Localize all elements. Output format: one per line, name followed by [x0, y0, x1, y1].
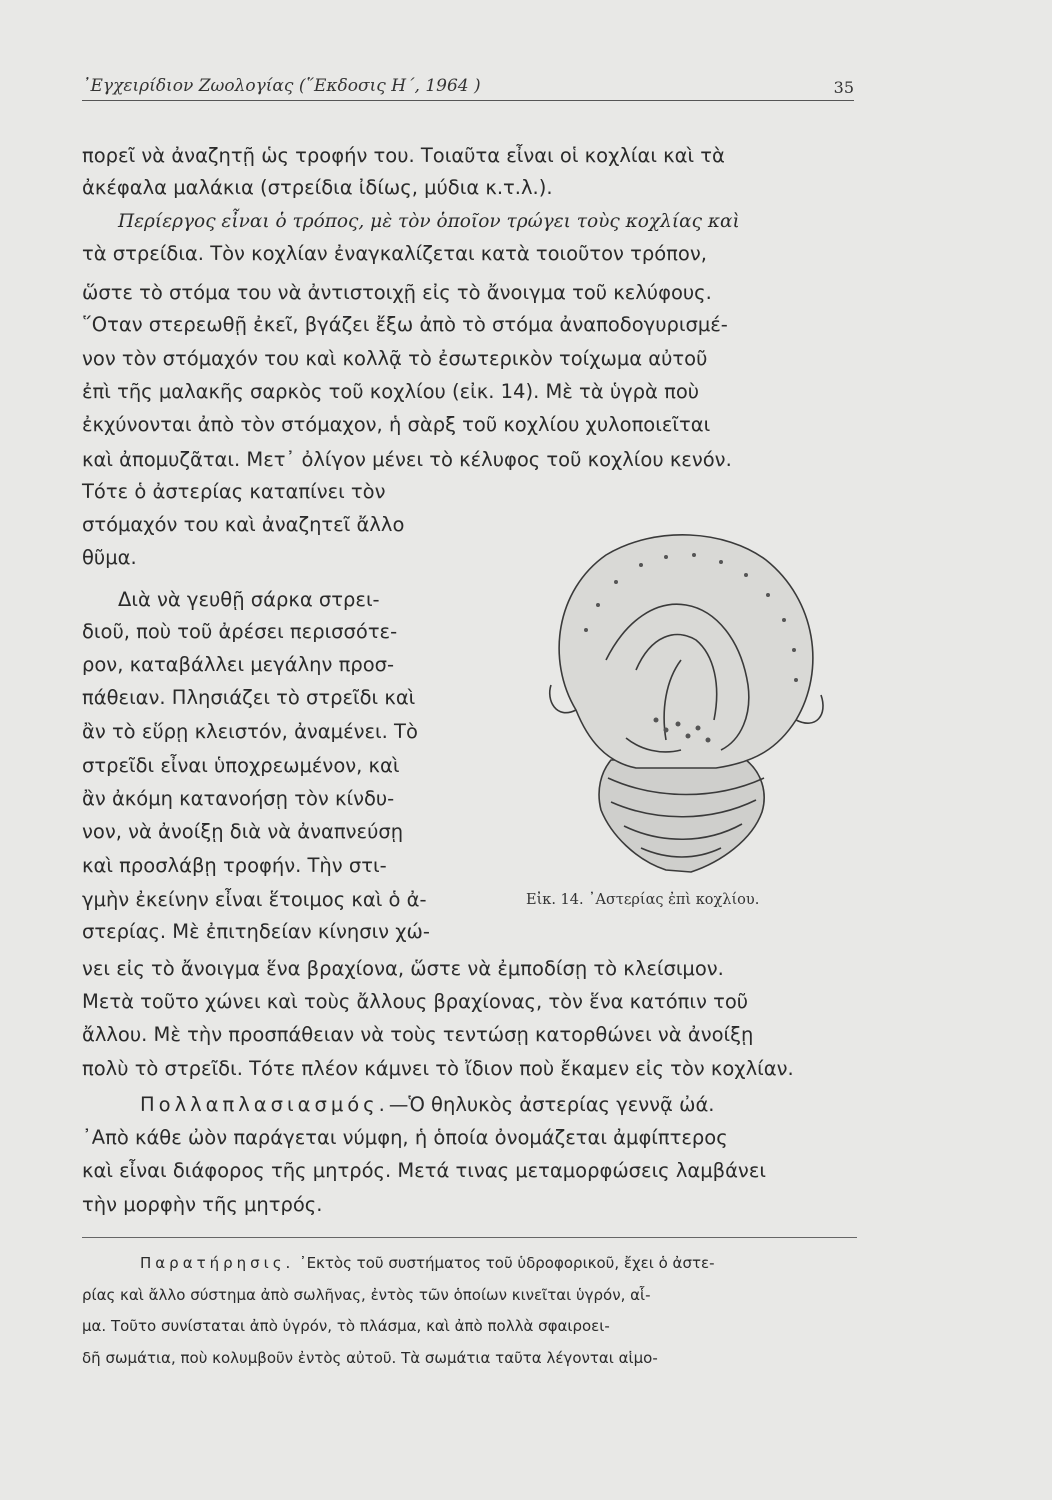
note-line-4: δῆ σωμάτια, ποὺ κολυμβοῦν ἐντὸς αὐτοῦ. Τὰ σωμάτια ταῦτα λέγονται αἱμο-	[82, 1349, 658, 1367]
body-line: διοῦ, ποὺ τοῦ ἀρέσει περισσότε-	[82, 620, 398, 643]
body-line: θῦμα.	[82, 546, 137, 569]
body-line: στόμαχόν του καὶ ἀναζητεῖ ἄλλο	[82, 513, 405, 536]
note-line-2: ρίας καὶ ἄλλο σύστημα ἀπὸ σωλῆνας, ἐντὸς τῶν ὁποίων κινεῖται ὑγρόν, αἷ-	[82, 1286, 651, 1304]
body-line: τὰ στρείδια. Τὸν κοχλίαν ἐναγκαλίζεται κατὰ τοιοῦτον τρόπον,	[82, 242, 707, 265]
body-line: στερίας. Μὲ ἐπιτηδείαν κίνησιν χώ-	[82, 920, 430, 943]
body-line: ὥστε τὸ στόμα του νὰ ἀντιστοιχῇ εἰς τὸ ἄνοιγμα τοῦ κελύφους.	[82, 281, 712, 304]
body-line: καὶ προσλάβῃ τροφήν. Τὴν στι-	[82, 854, 387, 877]
running-head: ᾿Εγχειρίδιον Ζωολογίας (῞Εκδοσις Η΄, 1964 )	[82, 76, 481, 96]
body-line: ἂν τὸ εὕρῃ κλειστόν, ἀναμένει. Τὸ	[82, 720, 418, 743]
body-line: ἂν ἀκόμη κατανοήσῃ τὸν κίνδυ-	[82, 787, 395, 810]
section-line-1	[140, 1093, 715, 1117]
body-line: γμὴν ἐκείνην εἶναι ἕτοιμος καὶ ὁ ἀ-	[82, 888, 427, 911]
body-line: καὶ ἀπομυζᾶται. Μετ᾿ ὀλίγον μένει τὸ κέλυφος τοῦ κοχλίου κενόν.	[82, 448, 732, 471]
body-line: Μετὰ τοῦτο χώνει καὶ τοὺς ἄλλους βραχίονας, τὸν ἕνα κατόπιν τοῦ	[82, 990, 749, 1013]
section-line-3: καὶ εἶναι διάφορος τῆς μητρός. Μετά τινας μεταμορφώσεις λαμβάνει	[82, 1159, 766, 1182]
note-line-3: μα. Τοῦτο συνίσταται ἀπὸ ὑγρόν, τὸ πλάσμα, καὶ ἀπὸ πολλὰ σφαιροει-	[82, 1317, 610, 1335]
body-line: ἐκχύνονται ἀπὸ τὸν στόμαχον, ἡ σὰρξ τοῦ κοχλίου χυλοποιεῖται	[82, 413, 711, 436]
body-line: ἄλλου. Μὲ τὴν προσπάθειαν νὰ τοὺς τεντώσῃ κατορθώνει νὰ ἀνοίξῃ	[82, 1023, 754, 1046]
section-line-2: ᾿Απὸ κάθε ὠὸν παράγεται νύμφη, ἡ ὁποία ὀνομάζεται ἀμφίπτερος	[82, 1126, 728, 1149]
figure-caption: Εἰκ. 14. ᾿Αστερίας ἐπὶ κοχλίου.	[526, 892, 760, 908]
body-line: νει εἰς τὸ ἄνοιγμα ἕνα βραχίονα, ὥστε νὰ ἐμποδίσῃ τὸ κλείσιμον.	[82, 957, 724, 980]
section-line-4: τὴν μορφὴν τῆς μητρός.	[82, 1193, 323, 1216]
body-line: Τότε ὁ ἀστερίας καταπίνει τὸν	[82, 480, 386, 503]
body-line: Περίεργος εἶναι ὁ τρόπος, μὲ τὸν ὁποῖον τρώγει τοὺς κοχλίας καὶ	[118, 211, 740, 232]
body-line: ρον, καταβάλλει μεγάλην προσ-	[82, 653, 395, 676]
footnote-rule	[82, 1237, 857, 1238]
body-line: πάθειαν. Πλησιάζει τὸ στρεῖδι καὶ	[82, 686, 416, 709]
note-text: ᾿Εκτὸς τοῦ συστήματος τοῦ ὑδροφορικοῦ, ἔχει ὁ ἀστε-	[299, 1254, 715, 1272]
body-line: ἐπὶ τῆς μαλακῆς σαρκὸς τοῦ κοχλίου (εἰκ. 14). Μὲ τὰ ὑγρὰ ποὺ	[82, 380, 700, 403]
note-line-1	[140, 1253, 715, 1273]
body-line: Διὰ νὰ γευθῇ σάρκα στρει-	[118, 588, 380, 611]
starfish-on-snail-illustration	[516, 510, 856, 880]
section-text: —Ὁ θηλυκὸς ἀστερίας γεννᾷ ὠά.	[388, 1093, 715, 1116]
body-line: ἀκέφαλα μαλάκια (στρείδια ἰδίως, μύδια κ.τ.λ.).	[82, 176, 553, 199]
note-label: Παρατήρησις.	[140, 1254, 295, 1272]
body-line: ῞Οταν στερεωθῇ ἐκεῖ, βγάζει ἔξω ἀπὸ τὸ στόμα ἀναποδογυρισμέ-	[82, 313, 728, 336]
body-line: πορεῖ νὰ ἀναζητῇ ὡς τροφήν του. Τοιαῦτα εἶναι οἱ κοχλίαι καὶ τὰ	[82, 144, 725, 167]
page-header	[82, 70, 854, 101]
body-line: νον τὸν στόμαχόν του καὶ κολλᾷ τὸ ἐσωτερικὸν τοίχωμα αὐτοῦ	[82, 347, 708, 370]
page-number: 35	[833, 78, 854, 97]
body-line: πολὺ τὸ στρεῖδι. Τότε πλέον κάμνει τὸ ἴδιον ποὺ ἔκαμεν εἰς τὸν κοχλίαν.	[82, 1057, 794, 1080]
body-line: νον, νὰ ἀνοίξῃ διὰ νὰ ἀναπνεύσῃ	[82, 820, 404, 843]
section-heading: Πολλαπλασιασμός.	[140, 1093, 389, 1116]
body-line: στρεῖδι εἶναι ὑποχρεωμένον, καὶ	[82, 754, 400, 777]
